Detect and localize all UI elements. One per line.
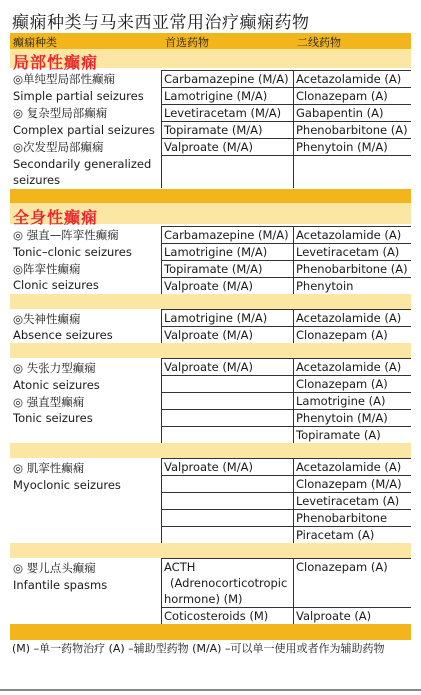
section-title-partial: 局部性癫痫 xyxy=(13,53,99,72)
seizure-type-label: Clonic seizures xyxy=(13,278,99,292)
second-line-drug: Phenobarbitone (A) xyxy=(293,260,411,277)
second-line-drug: Acetazolamide (A) xyxy=(293,309,411,326)
seizure-type-label: ◎ 复杂型局部癫痫 xyxy=(13,106,108,120)
first-line-drug-line: hormone) (M) xyxy=(164,592,243,606)
first-line-drug: Levetiracetam (M/A) xyxy=(161,104,293,121)
first-line-drug-line: (Adrenocorticotropic xyxy=(170,576,288,590)
second-line-drug: Gabapentin (A) xyxy=(293,104,411,121)
empty-cell xyxy=(161,475,293,492)
second-line-drug: Topiramate (A) xyxy=(293,426,411,443)
table-header xyxy=(10,33,411,49)
seizure-type-label: ◎单纯型局部性癫痫 xyxy=(13,72,116,86)
empty-cell xyxy=(161,392,293,409)
first-line-drug: Carbamazepine (M/A) xyxy=(161,226,293,243)
page-title: 癫痫种类与马来西亚常用治疗癫痫药物 xyxy=(12,13,310,33)
first-line-drug: Lamotrigine (M/A) xyxy=(161,87,293,104)
second-line-drug: Acetazolamide (A) xyxy=(293,70,411,87)
group-divider xyxy=(10,443,411,458)
empty-cell xyxy=(161,155,293,188)
section-divider xyxy=(10,189,411,203)
seizure-type-label: Simple partial seizures xyxy=(13,89,144,103)
group-divider xyxy=(10,343,411,358)
first-line-drug: Valproate (M/A) xyxy=(161,358,293,375)
seizure-type-label: ◎ 失张力型癫痫 xyxy=(13,361,96,375)
header-seizure-type: 癫痫种类 xyxy=(13,36,57,49)
first-line-drug: Topiramate (M/A) xyxy=(161,260,293,277)
second-line-drug: Phenytoin (M/A) xyxy=(293,409,411,426)
first-line-drug: Valproate (M/A) xyxy=(161,326,293,343)
seizure-type-label: Complex partial seizures xyxy=(13,123,155,137)
empty-cell xyxy=(293,155,411,188)
seizure-type-label: ◎次发型局部癫痫 xyxy=(13,140,104,154)
empty-cell xyxy=(161,526,293,543)
second-line-drug: Clonazepam (A) xyxy=(293,87,411,104)
second-line-drug: Phenytoin (M/A) xyxy=(293,138,411,155)
first-line-drug xyxy=(161,558,293,607)
second-line-drug: Levetiracetam (A) xyxy=(293,243,411,260)
second-line-drug: Clonazepam (A) xyxy=(293,558,411,607)
second-line-drug: Phenobarbitone (A) xyxy=(293,121,411,138)
second-line-drug: Acetazolamide (A) xyxy=(293,226,411,243)
seizure-type-label: Absence seizures xyxy=(13,328,113,342)
first-line-drug: Valproate (M/A) xyxy=(161,138,293,155)
seizure-type-label: ◎失神性癫痫 xyxy=(13,312,81,326)
seizure-type-label: ◎ 强直—阵挛性癫痫 xyxy=(13,228,119,242)
second-line-drug: Clonazepam (M/A) xyxy=(293,475,411,492)
empty-cell xyxy=(161,375,293,392)
first-line-drug: Coticosteroids (M) xyxy=(161,607,293,624)
seizure-type-label: ◎阵挛性癫痫 xyxy=(13,262,81,276)
seizure-type-label: Tonic seizures xyxy=(13,411,93,425)
seizure-type-label: Atonic seizures xyxy=(13,378,100,392)
second-line-drug: Acetazolamide (A) xyxy=(293,458,411,475)
first-line-drug: Valproate (M/A) xyxy=(161,277,293,294)
empty-cell xyxy=(161,409,293,426)
second-line-drug: Lamotrigine (A) xyxy=(293,392,411,409)
bottom-rule xyxy=(0,689,421,691)
section-title-generalized: 全身性癫痫 xyxy=(13,208,99,227)
seizure-type-label: Secondarily generalized xyxy=(13,157,152,171)
second-line-drug: Piracetam (A) xyxy=(293,526,411,543)
group-divider xyxy=(10,294,411,309)
second-line-drug: Valproate (A) xyxy=(293,607,411,624)
second-line-drug: Phenytoin xyxy=(293,277,411,294)
second-line-drug: Phenobarbitone xyxy=(293,509,411,526)
header-second-line: 二线药物 xyxy=(297,36,341,49)
first-line-drug: Valproate (M/A) xyxy=(161,458,293,475)
seizure-type-label: ◎ 肌挛性癫痫 xyxy=(13,461,85,475)
second-line-drug: Clonazepam (A) xyxy=(293,375,411,392)
first-line-drug: Carbamazepine (M/A) xyxy=(161,70,293,87)
empty-cell xyxy=(161,492,293,509)
header-first-line: 首选药物 xyxy=(165,36,209,49)
empty-cell xyxy=(161,426,293,443)
second-line-drug: Acetazolamide (A) xyxy=(293,358,411,375)
first-line-drug: Lamotrigine (M/A) xyxy=(161,309,293,326)
group-divider xyxy=(10,543,411,558)
second-line-drug: Levetiracetam (A) xyxy=(293,492,411,509)
first-line-drug: Lamotrigine (M/A) xyxy=(161,243,293,260)
seizure-type-label: ◎ 强直型癫痫 xyxy=(13,395,85,409)
seizure-type-label: Tonic–clonic seizures xyxy=(13,245,132,259)
second-line-drug: Clonazepam (A) xyxy=(293,326,411,343)
seizure-type-label: ◎ 婴儿点头癫痫 xyxy=(13,561,96,575)
first-line-drug: Topiramate (M/A) xyxy=(161,121,293,138)
seizure-type-label: Myoclonic seizures xyxy=(13,478,121,492)
empty-cell xyxy=(161,509,293,526)
section-divider xyxy=(10,624,411,640)
seizure-type-label: seizures xyxy=(13,173,61,187)
seizure-type-label: Infantile spasms xyxy=(13,578,108,592)
footnote: (M) –单一药物治疗 (A) –辅助型药物 (M/A) –可以单一使用或者作为辅助药物 xyxy=(12,642,385,655)
first-line-drug-line: ACTH xyxy=(164,560,196,574)
